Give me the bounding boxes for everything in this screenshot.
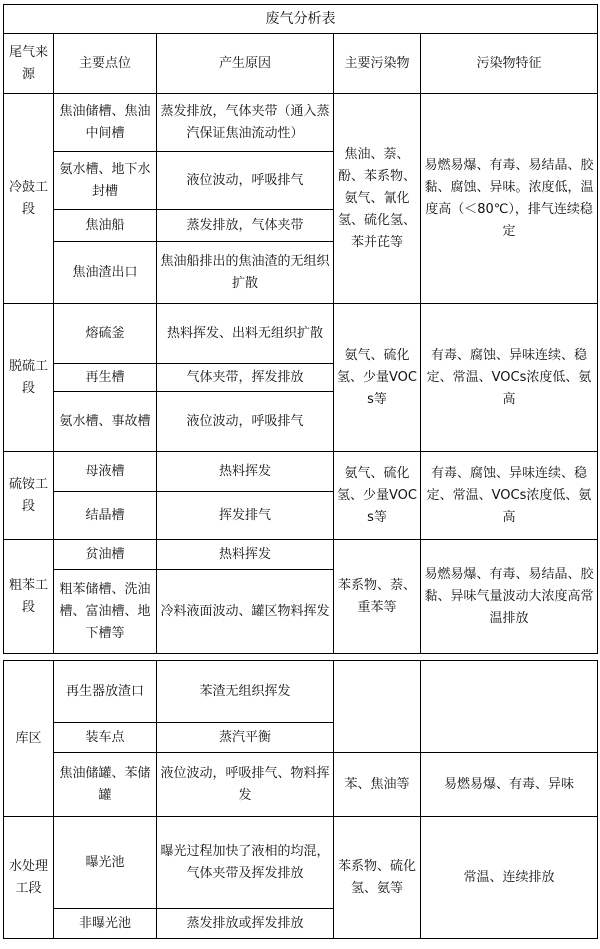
- point-cell: 再生槽: [54, 364, 157, 392]
- cause-cell: 冷料液面波动、罐区物料挥发: [157, 570, 334, 654]
- waste-gas-analysis-table-continued: [3, 660, 598, 939]
- point-cell: 氨水槽、事故槽: [54, 392, 157, 452]
- pollutants-cell: 苯系物、萘、重苯等: [334, 540, 421, 654]
- pollutants-cell: 氨气、硫化氢、少量VOCs等: [334, 304, 421, 452]
- point-cell: 非曝光池: [54, 909, 157, 939]
- cause-cell: 蒸发排放或挥发排放: [157, 909, 334, 939]
- point-cell: 粗苯储槽、洗油槽、富油槽、地下槽等: [54, 570, 157, 654]
- cause-cell: 曝光过程加快了液相的均混，气体夹带及挥发排放: [157, 817, 334, 909]
- features-cell: 有毒、腐蚀、异味连续、稳定、常温、VOCs浓度低、氨高: [421, 304, 598, 452]
- pollutants-cell: 苯系物、硫化氢、氨等: [334, 817, 421, 939]
- features-cell: 易燃易爆、有毒、易结晶、胶黏、腐蚀、异味。浓度低，温度高（＜80℃），排气连续稳定: [421, 94, 598, 304]
- cause-cell: 焦油船排出的焦油渣的无组织扩散: [157, 242, 334, 304]
- point-cell: 焦油储罐、苯储罐: [54, 753, 157, 817]
- point-cell: 焦油储槽、焦油中间槽: [54, 94, 157, 152]
- table-title: 废气分析表: [4, 5, 598, 34]
- point-cell: 熔硫釜: [54, 304, 157, 364]
- point-cell: 氨水槽、地下水封槽: [54, 152, 157, 210]
- source-cell: 脱硫工段: [4, 304, 54, 452]
- header-pollutants: 主要污染物: [334, 34, 421, 94]
- cause-cell: 热料挥发、出料无组织扩散: [157, 304, 334, 364]
- header-cause: 产生原因: [157, 34, 334, 94]
- features-cell: 易燃易爆、有毒、易结晶、胶黏、异味气量波动大浓度高常温排放: [421, 540, 598, 654]
- header-features: 污染物特征: [421, 34, 598, 94]
- cause-cell: 蒸汽平衡: [157, 723, 334, 753]
- cause-cell: 液位波动，呼吸排气: [157, 152, 334, 210]
- cause-cell: 液位波动，呼吸排气: [157, 392, 334, 452]
- point-cell: 结晶槽: [54, 492, 157, 540]
- cause-cell: 热料挥发: [157, 452, 334, 492]
- source-cell: 冷鼓工段: [4, 94, 54, 304]
- point-cell: 焦油渣出口: [54, 242, 157, 304]
- source-cell: 粗苯工段: [4, 540, 54, 654]
- source-cell: 硫铵工段: [4, 452, 54, 540]
- point-cell: 母液槽: [54, 452, 157, 492]
- features-cell: 常温、连续排放: [421, 817, 598, 939]
- source-cell: 水处理工段: [4, 817, 54, 939]
- pollutants-cell: 苯、焦油等: [334, 753, 421, 817]
- point-cell: 焦油船: [54, 210, 157, 242]
- waste-gas-analysis-table: [3, 4, 598, 654]
- cause-cell: 蒸发排放，气体夹带: [157, 210, 334, 242]
- point-cell: 曝光池: [54, 817, 157, 909]
- source-cell: 库区: [4, 661, 54, 817]
- empty-cell: [334, 661, 421, 753]
- cause-cell: 蒸发排放，气体夹带（通入蒸汽保证焦油流动性）: [157, 94, 334, 152]
- pollutants-cell: 氨气、硫化氢、少量VOCs等: [334, 452, 421, 540]
- header-source: 尾气来源: [4, 34, 54, 94]
- cause-cell: 气体夹带，挥发排放: [157, 364, 334, 392]
- cause-cell: 苯渣无组织挥发: [157, 661, 334, 723]
- features-cell: 易燃易爆、有毒、异味: [421, 753, 598, 817]
- cause-cell: 液位波动，呼吸排气、物料挥发: [157, 753, 334, 817]
- pollutants-cell: 焦油、萘、酚、苯系物、氨气、氰化氢、硫化氢、苯并芘等: [334, 94, 421, 304]
- empty-cell: [421, 661, 598, 753]
- features-cell: 有毒、腐蚀、异味连续、稳定、常温、VOCs浓度低、氨高: [421, 452, 598, 540]
- cause-cell: 热料挥发: [157, 540, 334, 570]
- point-cell: 贫油槽: [54, 540, 157, 570]
- point-cell: 装车点: [54, 723, 157, 753]
- point-cell: 再生器放渣口: [54, 661, 157, 723]
- header-point: 主要点位: [54, 34, 157, 94]
- cause-cell: 挥发排气: [157, 492, 334, 540]
